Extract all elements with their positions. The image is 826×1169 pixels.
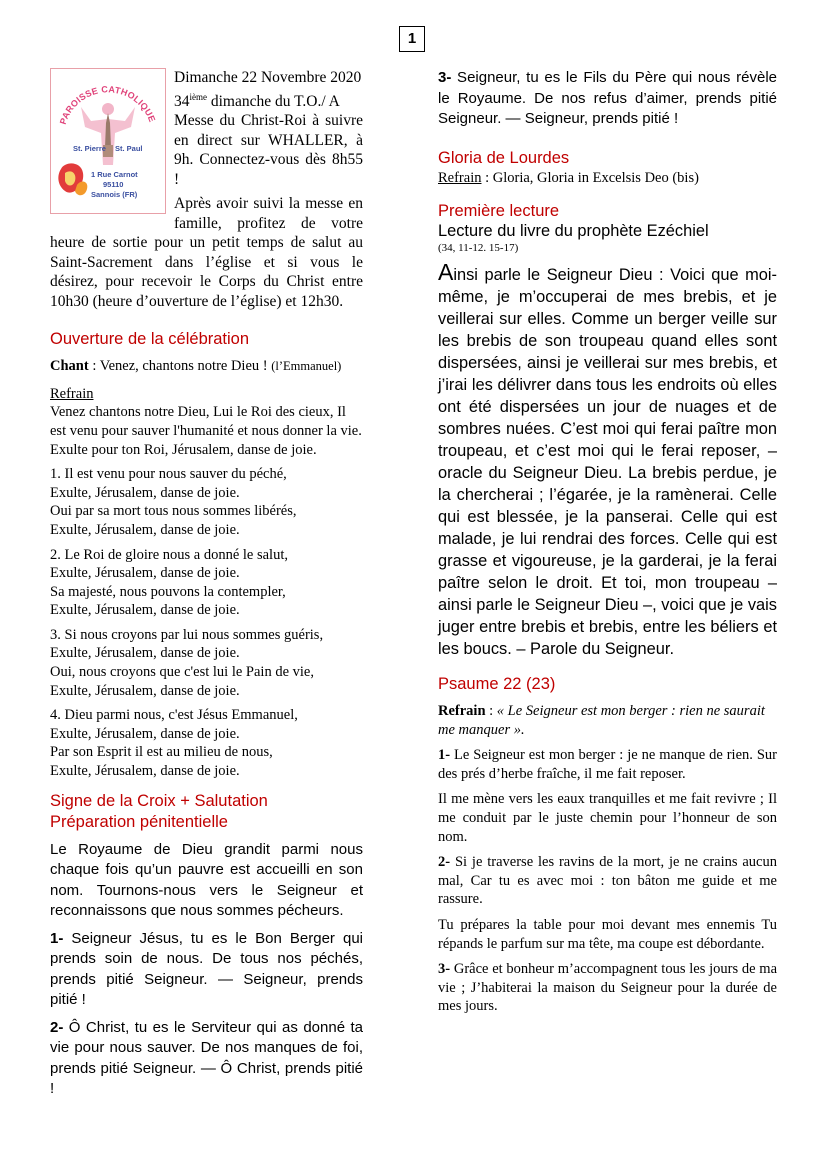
section-title-penitentielle: Préparation pénitentielle: [50, 812, 228, 831]
stanza-line: Exulte, Jérusalem, danse de joie.: [50, 602, 240, 619]
psaume-verse-number: 3-: [438, 961, 451, 978]
invocation-2-number: 2-: [50, 1018, 64, 1036]
intro-sunday-number: 34: [174, 92, 190, 110]
chant-line: [50, 357, 363, 376]
logo-saint-left: St. Pierre: [73, 144, 106, 153]
refrain-label: Refrain: [50, 385, 94, 402]
stanza-line: Oui par sa mort tous nous sommes libérés,: [50, 503, 297, 520]
section-title-gloria: Gloria de Lourdes: [438, 148, 570, 167]
intro-mass-info: Messe du Christ-Roi à suivre en direct sur WHALLER, à 9h. Connectez-vous dès 8h55 !: [174, 112, 363, 188]
psaume-verse-text: Le Seigneur est mon berger : je ne manque de rien. Sur des prés d’herbe fraîche, il me fait reposer.: [438, 747, 777, 782]
section-title-signe: Signe de la Croix + Salutation: [50, 791, 268, 810]
psaume-verse-text: Grâce et bonheur m’accompagnent tous les jours de ma vie ; J’habiterai la maison du Seigneur pour la durée de mes jours.: [438, 961, 777, 1015]
refrain-text: Venez chantons notre Dieu, Lui le Roi des cieux, Il est venu pour sauver l'humanité et nous donner la vie. Exulte pour ton Roi, Jérusalem, danse de joie.: [50, 404, 362, 458]
psaume-verse-text: Il me mène vers les eaux tranquilles et me fait revivre ; Il me conduit par le juste chemin pour l’honneur de son nom.: [438, 791, 777, 845]
chant-label: Chant: [50, 358, 89, 375]
section-title-psaume: Psaume 22 (23): [438, 675, 556, 694]
stanza-line: Par son Esprit il est au milieu de nous,: [50, 744, 273, 761]
stanza-line: Sa majesté, nous pouvons la contempler,: [50, 583, 286, 600]
stanza-line: 2. Le Roi de gloire nous a donné le salut,: [50, 546, 288, 563]
psaume-verse: [438, 790, 777, 846]
psaume-verse: [438, 960, 777, 1016]
chant-source: (l’Emmanuel): [271, 359, 342, 374]
psaume-refrain-text: « Le Seigneur est mon berger : rien ne saurait me manquer ».: [438, 703, 765, 738]
stanza-3: [50, 626, 363, 700]
intro-sunday-sup: ième: [189, 91, 207, 102]
invocation-1: [50, 929, 363, 1011]
invocation-2-text: Ô Christ, tu es le Serviteur qui as donné ta vie pour nous sauver. De nos manques de foi, prends pitié Seigneur. — Ô Christ, prends pitié !: [50, 1018, 363, 1098]
stanza-line: Exulte, Jérusalem, danse de joie.: [50, 521, 240, 538]
intro-date: Dimanche 22 Novembre 2020: [174, 69, 362, 86]
logo-saint-right: St. Paul: [115, 144, 143, 153]
lecture-subtitle: Lecture du livre du prophète Ezéchiel: [438, 222, 709, 241]
stanza-line: Exulte, Jérusalem, danse de joie.: [50, 725, 240, 742]
gloria-refrain: [438, 169, 777, 188]
stanza-line: Oui, nous croyons que c'est lui le Pain de vie,: [50, 664, 314, 681]
logo-arc-text: PAROISSE CATHOLIQUE: [57, 84, 158, 126]
psaume-verses: [438, 746, 777, 1016]
psaume-verse: [438, 746, 777, 783]
section-title-ouverture: Ouverture de la célébration: [50, 330, 250, 349]
stanza-line: 1. Il est venu pour nous sauver du péché,: [50, 466, 287, 483]
invocation-1-number: 1-: [50, 929, 64, 947]
psaume-verse-number: 2-: [438, 854, 451, 871]
psaume-verse-number: 1-: [438, 747, 451, 764]
penitential-intro: Le Royaume de Dieu grandit parmi nous chaque fois qu’un pauvre est accueilli en son nom. Tournons-nous vers le Seigneur et reconnaissons que nous sommes pécheurs.: [50, 840, 363, 920]
left-column: [50, 68, 363, 1100]
section-title-lecture: Première lecture: [438, 202, 560, 221]
chant-title: : Venez, chantons notre Dieu !: [88, 358, 272, 375]
intro-sunday-text: dimanche du T.O./ A: [207, 92, 340, 110]
psaume-verse: [438, 916, 777, 953]
stanza-line: Exulte, Jérusalem, danse de joie.: [50, 645, 240, 662]
lecture-body: insi parle le Seigneur Dieu : Voici que moi-même, je m’occuperai de mes brebis, et je veillerai sur elles. Comme un berger veille sur les brebis de son troupeau quand elles sont dispersées, ainsi je veillerai sur mes brebis, et j’irai les délivrer dans tous les endroits où elles ont été dispersées un jour de nuages et de sombres nuées. C’est moi qui ferai paître mon troupeau, et c’est moi qui le ferai reposer, – oracle du Seigneur Dieu. La brebis perdue, je la chercherai ; l’égarée, je la ramènerai. Celle qui est blessée, je la panserai. Celle qui est malade, je lui rendrai des forces. Celle qui est grasse et vigoureuse, je la garderai, je la ferai paître selon le droit. Et toi, mon troupeau – ainsi parle le Seigneur Dieu –, voici que je vais juger entre brebis et brebis, entre les béliers et les boucs. – Parole du Seigneur.: [438, 266, 777, 659]
psaume-verse-text: Tu prépares la table pour moi devant mes ennemis Tu répands le parfum sur ma tête, ma coupe est débordante.: [438, 917, 777, 952]
psaume-verse-text: Si je traverse les ravins de la mort, je ne crains aucun mal, Car tu es avec moi : ton bâton me guide et me rassure.: [438, 854, 777, 908]
stanza-line: 3. Si nous croyons par lui nous sommes guéris,: [50, 626, 324, 643]
stanza-line: 4. Dieu parmi nous, c'est Jésus Emmanuel,: [50, 707, 298, 724]
psaume-verse: [438, 853, 777, 909]
invocation-3: [438, 68, 777, 130]
right-column: [438, 68, 777, 1016]
logo-address-1: 1 Rue Carnot: [91, 170, 138, 179]
stanza-4: [50, 706, 363, 780]
parish-logo: [50, 68, 166, 214]
parish-logo-icon: [51, 69, 165, 213]
stanza-line: Exulte, Jérusalem, danse de joie.: [50, 763, 240, 780]
chant-stanzas: [50, 465, 363, 781]
stanza-line: Exulte, Jérusalem, danse de joie.: [50, 484, 240, 501]
logo-address-2: 95110: [103, 180, 124, 189]
psaume-refrain-sep: :: [485, 703, 497, 720]
logo-address-3: Sannois (FR): [91, 190, 138, 199]
stanza-line: Exulte, Jérusalem, danse de joie.: [50, 565, 240, 582]
stanza-1: [50, 465, 363, 539]
lecture-reference: (34, 11-12. 15-17): [438, 242, 519, 255]
psaume-refrain: [438, 702, 777, 739]
stanza-line: Exulte, Jérusalem, danse de joie.: [50, 682, 240, 699]
gloria-refrain-text: : Gloria, Gloria in Excelsis Deo (bis): [481, 169, 699, 186]
invocation-2: [50, 1018, 363, 1100]
lecture-dropcap: A: [438, 259, 454, 286]
lecture-text: [438, 261, 777, 660]
invocation-3-number: 3-: [438, 69, 452, 86]
psaume-refrain-label: Refrain: [438, 703, 486, 720]
intro-salut: Après avoir suivi la messe en famille, profitez de votre heure de sortie pour un petit temps de salut au Saint-Sacrement dans l’église et si vous le désirez, pour recevoir le Corps du Christ entre 10h30 (heure d’ouverture de l’église) et 12h30.: [50, 195, 363, 310]
invocation-1-text: Seigneur Jésus, tu es le Bon Berger qui prends soin de nous. De tous nos péchés, prends pitié Seigneur. — Seigneur, prends pitié !: [50, 929, 363, 1009]
page-number: 1: [399, 26, 425, 52]
gloria-refrain-label: Refrain: [438, 169, 482, 186]
chant-refrain: [50, 385, 363, 459]
stanza-2: [50, 546, 363, 620]
invocation-3-text: Seigneur, tu es le Fils du Père qui nous révèle le Royaume. De nos refus d’aimer, prends pitié Seigneur. — Seigneur, prends pitié !: [438, 69, 777, 127]
